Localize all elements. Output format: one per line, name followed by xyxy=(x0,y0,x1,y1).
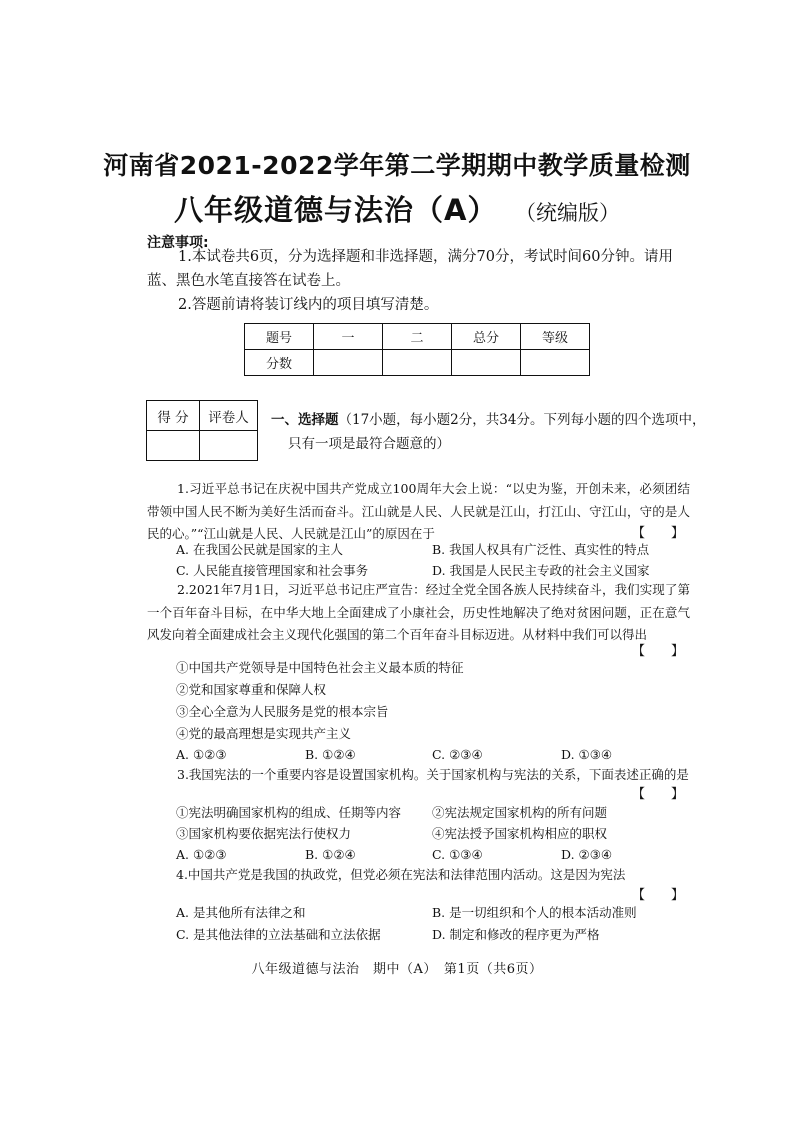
question-4-option-a[interactable]: A. 是其他所有法律之和 xyxy=(176,905,306,920)
question-2-option-c[interactable]: C. ②③④ xyxy=(432,747,483,762)
question-3-statement-3: ③国家机构要依据宪法行使权力 xyxy=(176,826,352,841)
question-3-answer-bracket[interactable]: 【 】 xyxy=(632,787,685,802)
question-3-option-c[interactable]: C. ①③④ xyxy=(432,847,483,862)
section-heading xyxy=(271,408,711,456)
exam-subtitle xyxy=(0,188,794,229)
question-2-statement-2: ②党和国家尊重和保障人权 xyxy=(176,682,327,697)
score-header-cell: 等级 xyxy=(521,324,590,350)
section-title: 一、选择题 xyxy=(271,412,339,428)
score-label-cell: 得 分 xyxy=(147,401,200,431)
question-4-option-c[interactable]: C. 是其他法律的立法基础和立法依据 xyxy=(176,927,381,942)
question-4-option-b[interactable]: B. 是一切组织和个人的根本活动准则 xyxy=(432,905,637,920)
section-desc-line-2: 只有一项是最符合题意的） xyxy=(288,436,450,452)
question-1-option-c[interactable]: C. 人民能直接管理国家和社会事务 xyxy=(176,563,369,578)
question-3-option-a[interactable]: A. ①②③ xyxy=(176,847,227,862)
score-cell[interactable] xyxy=(452,350,521,376)
question-2-option-d[interactable]: D. ①③④ xyxy=(561,747,613,762)
score-entry-cell[interactable] xyxy=(147,431,200,461)
question-3-option-d[interactable]: D. ②③④ xyxy=(561,847,613,862)
question-4-stem: 4.中国共产党是我国的执政党，但党必须在宪法和法律范围内活动。这是因为宪法 xyxy=(176,867,626,882)
exam-title: 河南省2021-2022学年第二学期期中教学质量检测 xyxy=(103,151,691,180)
question-3-stem: 3.我国宪法的一个重要内容是设置国家机构。关于国家机构与宪法的关系，下面表述正确的是 xyxy=(177,767,689,782)
notice-item-2: 2.答题前请将装订线内的项目填写清楚。 xyxy=(178,297,439,313)
score-cell[interactable] xyxy=(314,350,383,376)
question-2-answer-bracket[interactable]: 【 】 xyxy=(632,644,685,659)
question-3-option-b[interactable]: B. ①②④ xyxy=(305,847,356,862)
question-1-stem: 1.习近平总书记在庆祝中国共产党成立100周年大会上说：“以史为鉴，开创未来，必须团结带领中国人民不断为美好生活而奋斗。江山就是人民、人民就是江山，打江山、守江山，守的是人民的心。”“江山就是人民、人民就是江山”的原因在于 xyxy=(147,481,690,541)
question-2-option-a[interactable]: A. ①②③ xyxy=(176,747,227,762)
question-3-statement-2: ②宪法规定国家机构的所有问题 xyxy=(432,805,608,820)
edition-label: （统编版） xyxy=(525,201,620,225)
grader-table xyxy=(146,400,258,461)
question-3-statement-1: ①宪法明确国家机构的组成、任期等内容 xyxy=(176,805,402,820)
question-2-statement-4: ④党的最高理想是实现共产主义 xyxy=(176,726,352,741)
question-2-option-b[interactable]: B. ①②④ xyxy=(305,747,356,762)
score-row-label: 分数 xyxy=(245,350,314,376)
question-2-stem: 2.2021年7月1日，习近平总书记庄严宣告：经过全党全国各族人民持续奋斗，我们实现了第一个百年奋斗目标，在中华大地上全面建成了小康社会，历史性地解决了绝对贫困问题，正在意气风发向着全面建成社会主义现代化强国的第二个百年奋斗目标迈进。从材料中我们可以得出 xyxy=(147,582,690,642)
question-1-option-b[interactable]: B. 我国人权具有广泛性、真实性的特点 xyxy=(432,542,650,557)
question-2-statement-3: ③全心全意为人民服务是党的根本宗旨 xyxy=(176,704,389,719)
score-table-value-row xyxy=(245,350,590,376)
question-3-statement-4: ④宪法授予国家机构相应的职权 xyxy=(432,826,608,841)
score-cell[interactable] xyxy=(521,350,590,376)
score-header-cell: 总分 xyxy=(452,324,521,350)
question-2-statement-1: ①中国共产党领导是中国特色社会主义最本质的特征 xyxy=(176,660,464,675)
score-table-header-row xyxy=(245,324,590,350)
grader-label-cell: 评卷人 xyxy=(200,401,258,431)
score-cell[interactable] xyxy=(383,350,452,376)
question-4-answer-bracket[interactable]: 【 】 xyxy=(632,888,685,903)
section-desc-line-1: （17小题，每小题2分，共34分。下列每小题的四个选项中， xyxy=(338,412,706,428)
score-header-cell: 二 xyxy=(383,324,452,350)
score-table xyxy=(244,323,590,376)
notice-item-1-line-2: 蓝、黑色水笔直接答在试卷上。 xyxy=(147,273,350,289)
score-header-cell: 一 xyxy=(314,324,383,350)
page-footer: 八年级道德与法治 期中（A） 第1页（共6页） xyxy=(251,962,543,977)
score-header-cell: 题号 xyxy=(245,324,314,350)
question-1-option-d[interactable]: D. 我国是人民民主专政的社会主义国家 xyxy=(432,563,650,578)
grader-entry-cell[interactable] xyxy=(200,431,258,461)
notice-label: 注意事项: xyxy=(147,235,209,251)
notice-item-1-line-1: 1.本试卷共6页，分为选择题和非选择题，满分70分，考试时间60分钟。请用 xyxy=(178,249,673,265)
subject-title: 八年级道德与法治（A） xyxy=(174,193,498,227)
question-4-option-d[interactable]: D. 制定和修改的程序更为严格 xyxy=(432,927,600,942)
question-1-answer-bracket[interactable]: 【 】 xyxy=(632,526,685,541)
question-1-option-a[interactable]: A. 在我国公民就是国家的主人 xyxy=(176,542,343,557)
